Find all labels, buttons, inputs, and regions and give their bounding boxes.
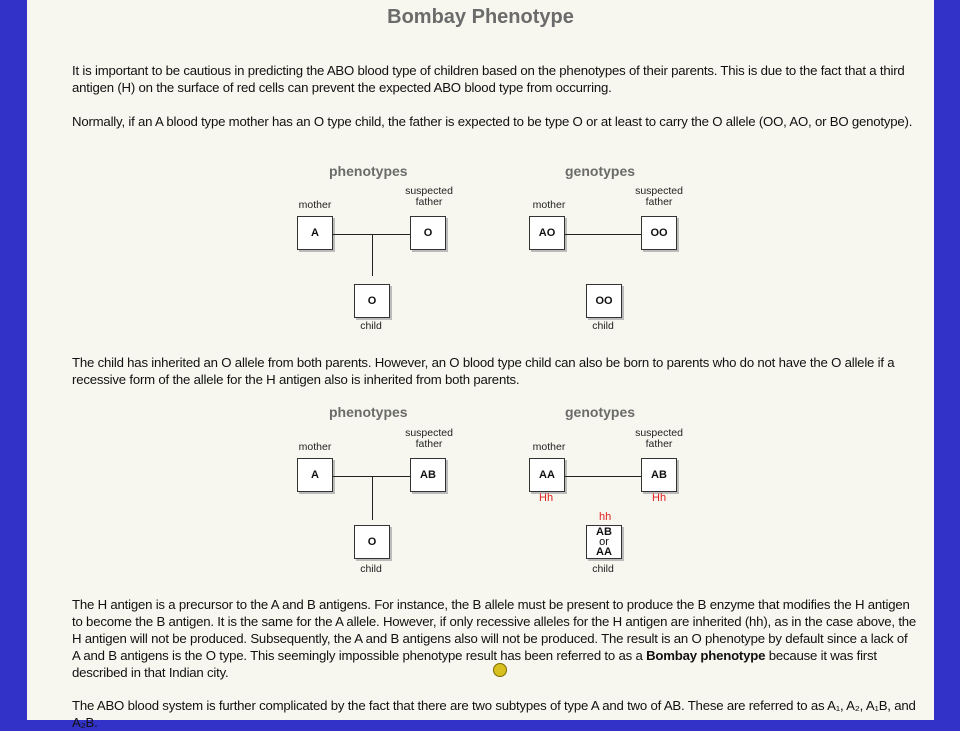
geno-father-box: AB <box>641 458 677 492</box>
child-label: child <box>592 320 614 332</box>
paragraph-3: The child has inherited an O allele from both parents. However, an O blood type child can also be born to parents who do not have the O allele if a recessive form of the allele for the H antigen also is inherited from both parents. <box>72 355 895 387</box>
paragraph-4-text: The H antigen is a precursor to the A and B antigens. For instance, the B allele must be present to produce the B enzyme that modifies the H antigen to become the B antigen. It is the same for the A allele. However, if only recessive alleles for the H antigen are inherited (hh), as in the case above, the H antigen will not be produced. Subsequently, the A and B antigens also will not be produced. The result is an O phenotype by default since a lack of A and B antigens is the O type. This seemingly impossible phenotype result has been referred to as a <box>72 597 917 663</box>
geno-child-box <box>586 525 622 559</box>
paragraph-2: Normally, if an A blood type mother has an O type child, the father is expected to be type O or at least to carry the O allele (OO, AO, or BO genotype). <box>72 114 913 129</box>
pheno-mother-box: A <box>297 458 333 492</box>
mother-label: mother <box>298 199 332 211</box>
genotypes-label: genotypes <box>565 163 636 179</box>
pheno-father-box: AB <box>410 458 446 492</box>
bombay-phenotype-term: Bombay phenotype <box>646 648 766 663</box>
pheno-father-box: O <box>410 216 446 250</box>
child-label: child <box>592 563 614 575</box>
geno-mother-box: AA <box>529 458 565 492</box>
phenotypes-label: phenotypes <box>329 163 408 179</box>
connector <box>332 234 410 235</box>
paragraph-5: The ABO blood system is further complicated by the fact that there are two subtypes of type A and two of AB. These are referred to as A₁, A₂, A₁B, and A₂B. <box>72 698 916 730</box>
geno-mother-box: AO <box>529 216 565 250</box>
father-label: suspected father <box>405 185 453 208</box>
pheno-child-box: O <box>354 284 390 318</box>
genotypes-label: genotypes <box>565 404 636 420</box>
document-page <box>27 0 934 730</box>
connector <box>565 234 641 235</box>
paragraph-4-text-end: because it was first described in that Indian city. <box>72 648 877 680</box>
mother-label: mother <box>298 441 332 453</box>
child-label: child <box>360 563 382 575</box>
paragraph-1: It is important to be cautious in predicting the ABO blood type of children based on the phenotypes of their parents. This is due to the fact that a third antigen (H) on the surface of red cells can prevent the expected ABO blood type from occurring. <box>72 63 905 95</box>
pheno-mother-box: A <box>297 216 333 250</box>
father-h-genotype: Hh <box>652 492 667 504</box>
mother-h-genotype: Hh <box>539 492 554 504</box>
cursor-icon <box>493 663 507 677</box>
geno-child-or: or <box>599 536 609 548</box>
page-title: Bombay Phenotype <box>387 6 574 28</box>
father-label: suspected father <box>405 427 453 450</box>
mother-label: mother <box>532 199 566 211</box>
connector <box>332 476 410 477</box>
pheno-child-box: O <box>354 525 390 559</box>
geno-child-box: OO <box>586 284 622 318</box>
child-h-genotype: hh <box>599 511 612 523</box>
connector <box>372 476 373 520</box>
connector <box>565 476 641 477</box>
connector <box>372 234 373 276</box>
child-label: child <box>360 320 382 332</box>
geno-child-aa: AA <box>596 546 612 558</box>
phenotypes-label: phenotypes <box>329 404 408 420</box>
father-label: suspected father <box>635 427 683 450</box>
geno-child-ab: AB <box>596 526 612 538</box>
father-label: suspected father <box>635 185 683 208</box>
geno-father-box: OO <box>641 216 677 250</box>
mother-label: mother <box>532 441 566 453</box>
